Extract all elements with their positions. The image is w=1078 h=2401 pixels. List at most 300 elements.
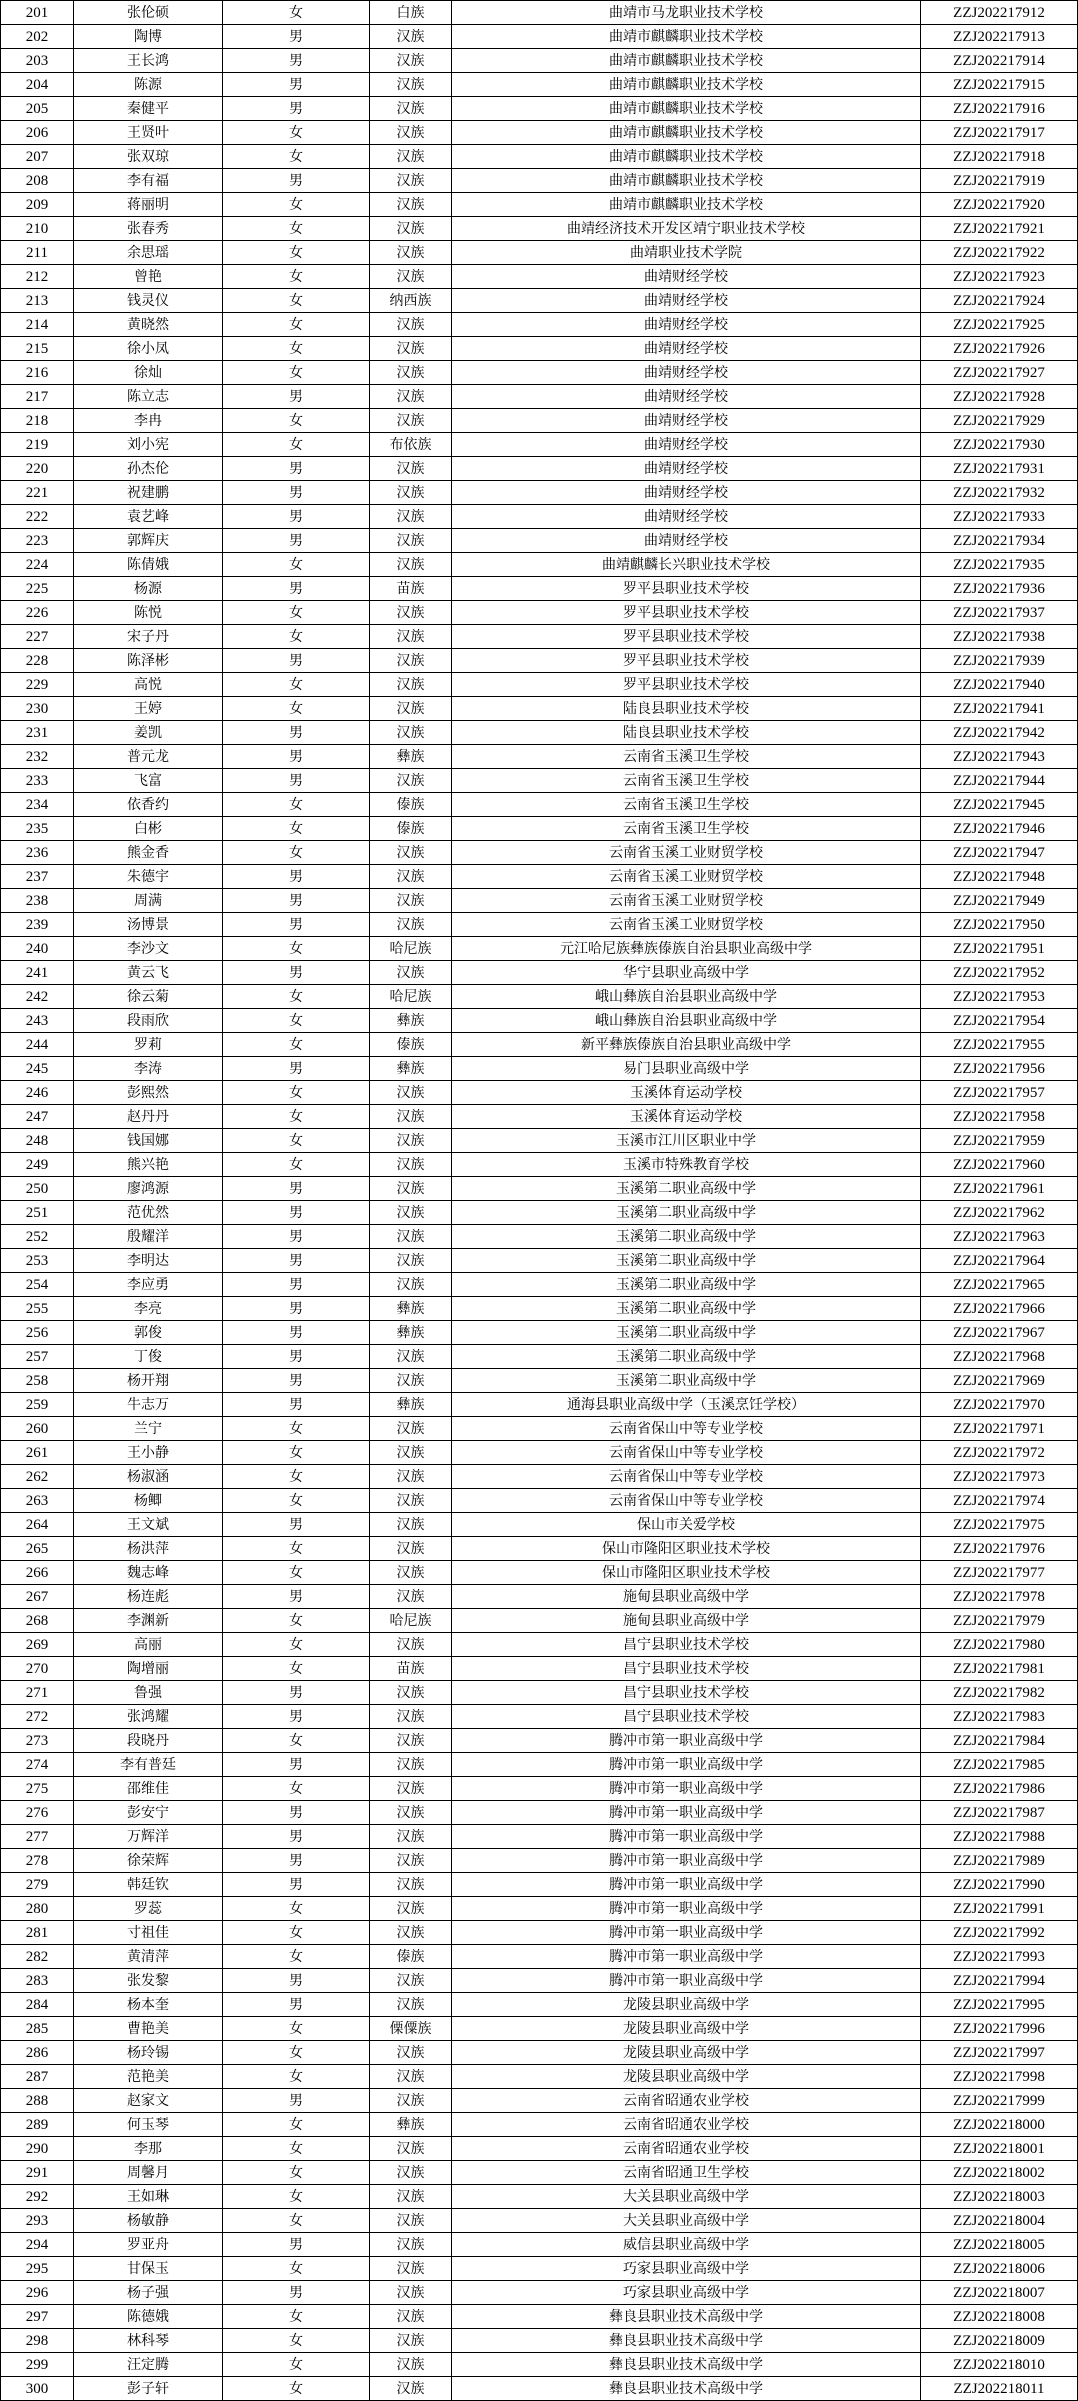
table-row <box>1 265 1078 289</box>
table-row <box>1 241 1078 265</box>
row-number-cell: 271 <box>1 1681 74 1705</box>
row-number-cell: 214 <box>1 313 74 337</box>
gender-cell: 女 <box>223 2041 370 2065</box>
gender-cell: 男 <box>223 1393 370 1417</box>
table-row <box>1 2377 1078 2401</box>
table-row <box>1 481 1078 505</box>
gender-cell: 男 <box>223 529 370 553</box>
ethnicity-cell: 彝族 <box>370 745 452 769</box>
name-cell: 周满 <box>74 889 223 913</box>
school-cell: 玉溪第二职业高级中学 <box>452 1225 921 1249</box>
school-cell: 云南省玉溪工业财贸学校 <box>452 913 921 937</box>
row-number-cell: 240 <box>1 937 74 961</box>
gender-cell: 女 <box>223 2161 370 2185</box>
school-cell: 云南省昭通农业学校 <box>452 2113 921 2137</box>
name-cell: 甘保玉 <box>74 2257 223 2281</box>
school-cell: 陆良县职业技术学校 <box>452 721 921 745</box>
ethnicity-cell: 汉族 <box>370 1489 452 1513</box>
row-number-cell: 223 <box>1 529 74 553</box>
row-number-cell: 238 <box>1 889 74 913</box>
row-number-cell: 206 <box>1 121 74 145</box>
school-cell: 施甸县职业高级中学 <box>452 1609 921 1633</box>
name-cell: 殷耀洋 <box>74 1225 223 1249</box>
school-cell: 云南省昭通农业学校 <box>452 2089 921 2113</box>
gender-cell: 男 <box>223 1681 370 1705</box>
table-row <box>1 337 1078 361</box>
row-number-cell: 235 <box>1 817 74 841</box>
school-cell: 云南省玉溪工业财贸学校 <box>452 841 921 865</box>
ethnicity-cell: 彝族 <box>370 1297 452 1321</box>
certificate-number-cell: ZZJ202217997 <box>921 2041 1078 2065</box>
gender-cell: 男 <box>223 1057 370 1081</box>
row-number-cell: 222 <box>1 505 74 529</box>
name-cell: 张发黎 <box>74 1969 223 1993</box>
gender-cell: 男 <box>223 97 370 121</box>
certificate-number-cell: ZZJ202217945 <box>921 793 1078 817</box>
name-cell: 陈立志 <box>74 385 223 409</box>
table-row <box>1 1225 1078 1249</box>
gender-cell: 男 <box>223 1249 370 1273</box>
certificate-number-cell: ZZJ202217919 <box>921 169 1078 193</box>
name-cell: 余思瑶 <box>74 241 223 265</box>
school-cell: 云南省保山中等专业学校 <box>452 1417 921 1441</box>
row-number-cell: 277 <box>1 1825 74 1849</box>
table-row <box>1 169 1078 193</box>
certificate-number-cell: ZZJ202218007 <box>921 2281 1078 2305</box>
table-row <box>1 1969 1078 1993</box>
name-cell: 飞富 <box>74 769 223 793</box>
school-cell: 云南省玉溪工业财贸学校 <box>452 865 921 889</box>
ethnicity-cell: 汉族 <box>370 73 452 97</box>
certificate-number-cell: ZZJ202217944 <box>921 769 1078 793</box>
row-number-cell: 295 <box>1 2257 74 2281</box>
table-row <box>1 769 1078 793</box>
gender-cell: 女 <box>223 1729 370 1753</box>
ethnicity-cell: 汉族 <box>370 193 452 217</box>
name-cell: 蒋丽明 <box>74 193 223 217</box>
row-number-cell: 225 <box>1 577 74 601</box>
ethnicity-cell: 彝族 <box>370 1057 452 1081</box>
name-cell: 高悦 <box>74 673 223 697</box>
table-row <box>1 793 1078 817</box>
table-row <box>1 2017 1078 2041</box>
row-number-cell: 274 <box>1 1753 74 1777</box>
gender-cell: 女 <box>223 697 370 721</box>
row-number-cell: 252 <box>1 1225 74 1249</box>
certificate-number-cell: ZZJ202218000 <box>921 2113 1078 2137</box>
certificate-number-cell: ZZJ202217921 <box>921 217 1078 241</box>
table-row <box>1 1417 1078 1441</box>
school-cell: 云南省玉溪卫生学校 <box>452 793 921 817</box>
ethnicity-cell: 傣族 <box>370 1033 452 1057</box>
name-cell: 徐云菊 <box>74 985 223 1009</box>
row-number-cell: 284 <box>1 1993 74 2017</box>
row-number-cell: 218 <box>1 409 74 433</box>
row-number-cell: 202 <box>1 25 74 49</box>
name-cell: 杨本奎 <box>74 1993 223 2017</box>
row-number-cell: 270 <box>1 1657 74 1681</box>
row-number-cell: 298 <box>1 2329 74 2353</box>
ethnicity-cell: 汉族 <box>370 25 452 49</box>
school-cell: 易门县职业高级中学 <box>452 1057 921 1081</box>
certificate-number-cell: ZZJ202217924 <box>921 289 1078 313</box>
table-row <box>1 913 1078 937</box>
ethnicity-cell: 彝族 <box>370 1393 452 1417</box>
ethnicity-cell: 汉族 <box>370 1777 452 1801</box>
table-row <box>1 601 1078 625</box>
table-row <box>1 1345 1078 1369</box>
table-row <box>1 1729 1078 1753</box>
ethnicity-cell: 苗族 <box>370 1657 452 1681</box>
gender-cell: 女 <box>223 1921 370 1945</box>
gender-cell: 男 <box>223 1969 370 1993</box>
row-number-cell: 203 <box>1 49 74 73</box>
school-cell: 腾冲市第一职业高级中学 <box>452 1777 921 1801</box>
ethnicity-cell: 汉族 <box>370 1273 452 1297</box>
gender-cell: 男 <box>223 169 370 193</box>
name-cell: 祝建鹏 <box>74 481 223 505</box>
gender-cell: 女 <box>223 1609 370 1633</box>
name-cell: 张双琼 <box>74 145 223 169</box>
row-number-cell: 228 <box>1 649 74 673</box>
school-cell: 曲靖财经学校 <box>452 289 921 313</box>
gender-cell: 女 <box>223 2017 370 2041</box>
certificate-number-cell: ZZJ202217992 <box>921 1921 1078 1945</box>
table-row <box>1 2329 1078 2353</box>
table-row <box>1 841 1078 865</box>
gender-cell: 男 <box>223 961 370 985</box>
row-number-cell: 264 <box>1 1513 74 1537</box>
school-cell: 腾冲市第一职业高级中学 <box>452 1753 921 1777</box>
table-row <box>1 1849 1078 1873</box>
gender-cell: 女 <box>223 1561 370 1585</box>
row-number-cell: 263 <box>1 1489 74 1513</box>
row-number-cell: 276 <box>1 1801 74 1825</box>
gender-cell: 男 <box>223 1801 370 1825</box>
row-number-cell: 241 <box>1 961 74 985</box>
ethnicity-cell: 哈尼族 <box>370 1609 452 1633</box>
certificate-number-cell: ZZJ202217935 <box>921 553 1078 577</box>
row-number-cell: 244 <box>1 1033 74 1057</box>
name-cell: 罗亚舟 <box>74 2233 223 2257</box>
school-cell: 昌宁县职业技术学校 <box>452 1633 921 1657</box>
table-row <box>1 217 1078 241</box>
row-number-cell: 285 <box>1 2017 74 2041</box>
row-number-cell: 258 <box>1 1369 74 1393</box>
school-cell: 昌宁县职业技术学校 <box>452 1705 921 1729</box>
name-cell: 范艳美 <box>74 2065 223 2089</box>
gender-cell: 女 <box>223 2065 370 2089</box>
name-cell: 李应勇 <box>74 1273 223 1297</box>
name-cell: 杨连彪 <box>74 1585 223 1609</box>
table-row <box>1 2305 1078 2329</box>
certificate-number-cell: ZZJ202217914 <box>921 49 1078 73</box>
row-number-cell: 243 <box>1 1009 74 1033</box>
table-row <box>1 73 1078 97</box>
name-cell: 杨开翔 <box>74 1369 223 1393</box>
gender-cell: 女 <box>223 1633 370 1657</box>
school-cell: 曲靖市麒麟职业技术学校 <box>452 121 921 145</box>
table-row <box>1 289 1078 313</box>
certificate-number-cell: ZZJ202217982 <box>921 1681 1078 1705</box>
certificate-number-cell: ZZJ202217943 <box>921 745 1078 769</box>
gender-cell: 女 <box>223 409 370 433</box>
row-number-cell: 251 <box>1 1201 74 1225</box>
ethnicity-cell: 汉族 <box>370 169 452 193</box>
school-cell: 云南省玉溪卫生学校 <box>452 769 921 793</box>
ethnicity-cell: 汉族 <box>370 1585 452 1609</box>
school-cell: 彝良县职业技术高级中学 <box>452 2377 921 2401</box>
school-cell: 大关县职业高级中学 <box>452 2209 921 2233</box>
school-cell: 通海县职业高级中学（玉溪烹饪学校） <box>452 1393 921 1417</box>
name-cell: 范优然 <box>74 1201 223 1225</box>
certificate-number-cell: ZZJ202217980 <box>921 1633 1078 1657</box>
school-cell: 巧家县职业高级中学 <box>452 2281 921 2305</box>
table-row <box>1 1609 1078 1633</box>
row-number-cell: 210 <box>1 217 74 241</box>
table-row <box>1 1825 1078 1849</box>
name-cell: 李有福 <box>74 169 223 193</box>
name-cell: 郭辉庆 <box>74 529 223 553</box>
gender-cell: 男 <box>223 1849 370 1873</box>
certificate-number-cell: ZZJ202217965 <box>921 1273 1078 1297</box>
school-cell: 曲靖市麒麟职业技术学校 <box>452 193 921 217</box>
certificate-number-cell: ZZJ202217974 <box>921 1489 1078 1513</box>
gender-cell: 男 <box>223 889 370 913</box>
certificate-number-cell: ZZJ202217990 <box>921 1873 1078 1897</box>
ethnicity-cell: 汉族 <box>370 889 452 913</box>
name-cell: 李沙文 <box>74 937 223 961</box>
school-cell: 龙陵县职业高级中学 <box>452 2065 921 2089</box>
name-cell: 陈源 <box>74 73 223 97</box>
table-row <box>1 505 1078 529</box>
name-cell: 王婷 <box>74 697 223 721</box>
gender-cell: 男 <box>223 1201 370 1225</box>
gender-cell: 男 <box>223 721 370 745</box>
table-row <box>1 193 1078 217</box>
row-number-cell: 220 <box>1 457 74 481</box>
table-row <box>1 433 1078 457</box>
certificate-number-cell: ZZJ202217942 <box>921 721 1078 745</box>
school-cell: 曲靖财经学校 <box>452 505 921 529</box>
gender-cell: 男 <box>223 1225 370 1249</box>
table-row <box>1 721 1078 745</box>
name-cell: 李明达 <box>74 1249 223 1273</box>
ethnicity-cell: 哈尼族 <box>370 985 452 1009</box>
gender-cell: 男 <box>223 385 370 409</box>
table-row <box>1 1633 1078 1657</box>
name-cell: 彭安宁 <box>74 1801 223 1825</box>
ethnicity-cell: 汉族 <box>370 529 452 553</box>
ethnicity-cell: 汉族 <box>370 241 452 265</box>
school-cell: 曲靖市马龙职业技术学校 <box>452 1 921 25</box>
row-number-cell: 239 <box>1 913 74 937</box>
row-number-cell: 268 <box>1 1609 74 1633</box>
table-row <box>1 1993 1078 2017</box>
school-cell: 峨山彝族自治县职业高级中学 <box>452 985 921 1009</box>
gender-cell: 女 <box>223 2137 370 2161</box>
table-row <box>1 697 1078 721</box>
school-cell: 曲靖财经学校 <box>452 529 921 553</box>
name-cell: 熊兴艳 <box>74 1153 223 1177</box>
ethnicity-cell: 汉族 <box>370 865 452 889</box>
school-cell: 云南省保山中等专业学校 <box>452 1465 921 1489</box>
table-row <box>1 1657 1078 1681</box>
certificate-number-cell: ZZJ202217975 <box>921 1513 1078 1537</box>
row-number-cell: 294 <box>1 2233 74 2257</box>
name-cell: 曾艳 <box>74 265 223 289</box>
row-number-cell: 256 <box>1 1321 74 1345</box>
certificate-number-cell: ZZJ202217962 <box>921 1201 1078 1225</box>
row-number-cell: 208 <box>1 169 74 193</box>
ethnicity-cell: 汉族 <box>370 1633 452 1657</box>
table-row <box>1 409 1078 433</box>
certificate-number-cell: ZZJ202217957 <box>921 1081 1078 1105</box>
gender-cell: 男 <box>223 1345 370 1369</box>
table-row <box>1 1369 1078 1393</box>
certificate-number-cell: ZZJ202218003 <box>921 2185 1078 2209</box>
row-number-cell: 255 <box>1 1297 74 1321</box>
certificate-number-cell: ZZJ202217950 <box>921 913 1078 937</box>
name-cell: 杨洪萍 <box>74 1537 223 1561</box>
certificate-number-cell: ZZJ202217929 <box>921 409 1078 433</box>
table-row <box>1 1873 1078 1897</box>
gender-cell: 男 <box>223 1369 370 1393</box>
certificate-number-cell: ZZJ202217978 <box>921 1585 1078 1609</box>
certificate-number-cell: ZZJ202218002 <box>921 2161 1078 2185</box>
name-cell: 周馨月 <box>74 2161 223 2185</box>
ethnicity-cell: 汉族 <box>370 2281 452 2305</box>
certificate-number-cell: ZZJ202217987 <box>921 1801 1078 1825</box>
name-cell: 彭熙然 <box>74 1081 223 1105</box>
ethnicity-cell: 傣族 <box>370 1945 452 1969</box>
ethnicity-cell: 汉族 <box>370 2185 452 2209</box>
name-cell: 陈悦 <box>74 601 223 625</box>
ethnicity-cell: 汉族 <box>370 265 452 289</box>
ethnicity-cell: 汉族 <box>370 505 452 529</box>
table-row <box>1 2233 1078 2257</box>
row-number-cell: 286 <box>1 2041 74 2065</box>
gender-cell: 女 <box>223 2209 370 2233</box>
school-cell: 玉溪第二职业高级中学 <box>452 1345 921 1369</box>
ethnicity-cell: 汉族 <box>370 625 452 649</box>
table-row <box>1 625 1078 649</box>
school-cell: 玉溪第二职业高级中学 <box>452 1273 921 1297</box>
name-cell: 段雨欣 <box>74 1009 223 1033</box>
certificate-number-cell: ZZJ202217971 <box>921 1417 1078 1441</box>
school-cell: 新平彝族傣族自治县职业高级中学 <box>452 1033 921 1057</box>
name-cell: 姜凯 <box>74 721 223 745</box>
name-cell: 朱德宇 <box>74 865 223 889</box>
school-cell: 华宁县职业高级中学 <box>452 961 921 985</box>
name-cell: 熊金香 <box>74 841 223 865</box>
school-cell: 玉溪体育运动学校 <box>452 1105 921 1129</box>
name-cell: 王长鸿 <box>74 49 223 73</box>
table-row <box>1 2209 1078 2233</box>
table-row <box>1 577 1078 601</box>
row-number-cell: 265 <box>1 1537 74 1561</box>
certificate-number-cell: ZZJ202217977 <box>921 1561 1078 1585</box>
ethnicity-cell: 汉族 <box>370 961 452 985</box>
certificate-number-cell: ZZJ202217954 <box>921 1009 1078 1033</box>
name-cell: 兰宁 <box>74 1417 223 1441</box>
table-row <box>1 673 1078 697</box>
ethnicity-cell: 汉族 <box>370 1081 452 1105</box>
row-number-cell: 280 <box>1 1897 74 1921</box>
certificate-number-cell: ZZJ202218009 <box>921 2329 1078 2353</box>
table-row <box>1 457 1078 481</box>
name-cell: 寸祖佳 <box>74 1921 223 1945</box>
row-number-cell: 204 <box>1 73 74 97</box>
row-number-cell: 211 <box>1 241 74 265</box>
table-row <box>1 49 1078 73</box>
certificate-number-cell: ZZJ202217970 <box>921 1393 1078 1417</box>
school-cell: 云南省昭通卫生学校 <box>452 2161 921 2185</box>
gender-cell: 男 <box>223 73 370 97</box>
ethnicity-cell: 傣族 <box>370 817 452 841</box>
ethnicity-cell: 苗族 <box>370 577 452 601</box>
certificate-number-cell: ZZJ202217988 <box>921 1825 1078 1849</box>
gender-cell: 女 <box>223 2377 370 2401</box>
school-cell: 玉溪第二职业高级中学 <box>452 1249 921 1273</box>
school-cell: 罗平县职业技术学校 <box>452 673 921 697</box>
certificate-number-cell: ZZJ202218004 <box>921 2209 1078 2233</box>
ethnicity-cell: 汉族 <box>370 1345 452 1369</box>
table-row <box>1 25 1078 49</box>
certificate-number-cell: ZZJ202217956 <box>921 1057 1078 1081</box>
ethnicity-cell: 汉族 <box>370 49 452 73</box>
certificate-number-cell: ZZJ202217930 <box>921 433 1078 457</box>
ethnicity-cell: 汉族 <box>370 2065 452 2089</box>
table-row <box>1 1009 1078 1033</box>
row-number-cell: 272 <box>1 1705 74 1729</box>
certificate-number-cell: ZZJ202217913 <box>921 25 1078 49</box>
school-cell: 曲靖财经学校 <box>452 385 921 409</box>
ethnicity-cell: 汉族 <box>370 145 452 169</box>
ethnicity-cell: 哈尼族 <box>370 937 452 961</box>
table-row <box>1 1777 1078 1801</box>
school-cell: 玉溪体育运动学校 <box>452 1081 921 1105</box>
school-cell: 罗平县职业技术学校 <box>452 649 921 673</box>
gender-cell: 女 <box>223 1441 370 1465</box>
row-number-cell: 292 <box>1 2185 74 2209</box>
ethnicity-cell: 汉族 <box>370 1561 452 1585</box>
certificate-number-cell: ZZJ202217931 <box>921 457 1078 481</box>
certificate-number-cell: ZZJ202217952 <box>921 961 1078 985</box>
school-cell: 彝良县职业技术高级中学 <box>452 2329 921 2353</box>
certificate-number-cell: ZZJ202218001 <box>921 2137 1078 2161</box>
row-number-cell: 288 <box>1 2089 74 2113</box>
certificate-number-cell: ZZJ202217937 <box>921 601 1078 625</box>
name-cell: 高丽 <box>74 1633 223 1657</box>
gender-cell: 女 <box>223 1945 370 1969</box>
gender-cell: 女 <box>223 1 370 25</box>
row-number-cell: 282 <box>1 1945 74 1969</box>
school-cell: 云南省玉溪工业财贸学校 <box>452 889 921 913</box>
ethnicity-cell: 汉族 <box>370 769 452 793</box>
gender-cell: 女 <box>223 1657 370 1681</box>
certificate-number-cell: ZZJ202217923 <box>921 265 1078 289</box>
certificate-number-cell: ZZJ202217985 <box>921 1753 1078 1777</box>
table-row <box>1 1177 1078 1201</box>
name-cell: 孙杰伦 <box>74 457 223 481</box>
gender-cell: 女 <box>223 2113 370 2137</box>
table-row <box>1 361 1078 385</box>
name-cell: 汤博景 <box>74 913 223 937</box>
certificate-number-cell: ZZJ202217936 <box>921 577 1078 601</box>
table-row <box>1 1561 1078 1585</box>
gender-cell: 女 <box>223 2329 370 2353</box>
